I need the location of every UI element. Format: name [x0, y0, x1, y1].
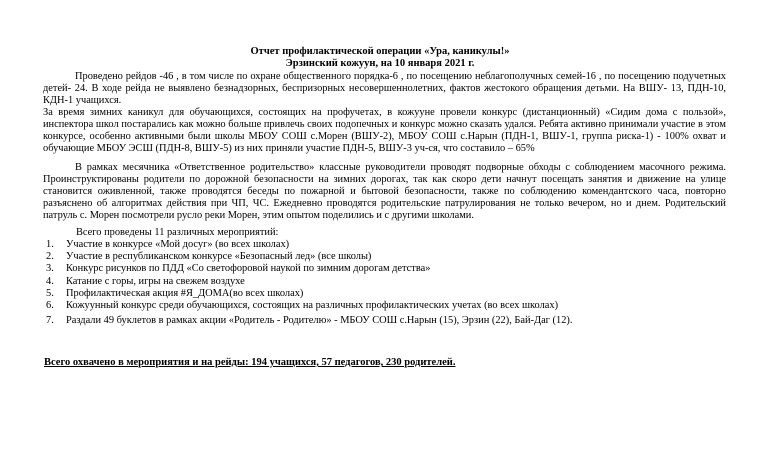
paragraph-contest: За время зимних каникул для обучающихся, состоящих на профучетах, в кожууне провели конкурс (дистанционный) «Сидим дома с пользой», инспектора школ постарались как можно больше привлечь своих подопечных и конкурс можно сказать удался. Ребята активно принимали участие в этом конкурсе, особенно активными были школы МБОУ СОШ с.Морен (ВШУ-2), МБОУ СОШ с.Нарын (ПДН-1, ВШУ-1, группа риска-1) - 100% охват и обучающие МБОУ ЭСШ (ПДН-8, ВШУ-5) из них приняли участие ПДН-5, ВШУ-3 уч-ся, что составило – 65%	[43, 107, 726, 155]
list-item-number: 1.	[46, 239, 54, 250]
list-item	[46, 276, 572, 288]
report-title: Отчет профилактической операции «Ура, каникулы!»	[250, 46, 510, 57]
list-item	[46, 300, 572, 312]
summary-total: Всего охвачено в мероприятия и на рейды: 194 учащихся, 57 педагогов, 230 родителей.	[44, 357, 456, 368]
list-item-number: 3.	[46, 263, 54, 275]
list-item	[46, 239, 572, 251]
list-item-text: Конкурс рисунков по ПДД «Со светофоровой наукой по зимним дорогам детства»	[66, 263, 431, 275]
list-item-number: 7.	[46, 315, 54, 327]
paragraph-raids: Проведено рейдов -46 , в том числе по охране общественного порядка-6 , по посещению неблагополучных семей-16 , по посещению подучетных детей- 24. В ходе рейда не выявлено безнадзорных, беспризорных несовершеннолетних, фактов жестокого обращения детьми. На ВШУ- 13, ПДН-10, КДН-1 учащихся.	[43, 71, 726, 107]
list-item	[46, 251, 572, 263]
list-item-number: 2.	[46, 251, 54, 263]
events-intro: Всего проведены 11 различных мероприятий:	[76, 227, 279, 238]
list-item-number: 6.	[46, 300, 54, 312]
list-item	[46, 263, 572, 275]
list-item-number: 4.	[46, 275, 54, 287]
list-item-text: Участие в республиканском конкурсе «Безопасный лед» (все школы)	[66, 251, 372, 263]
list-item-text: Раздали 49 буклетов в рамках акции «Родитель - Родителю» - МБОУ СОШ с.Нарын (15), Эрзин (22), Бай-Даг (12).	[66, 315, 573, 327]
list-item-text: Профилактическая акция #Я_ДОМА(во всех школах)	[66, 287, 304, 299]
list-item	[46, 315, 572, 327]
list-item-number: 5.	[46, 287, 54, 299]
list-item-text: Участие в конкурсе «Мой досуг» (во всех школах)	[66, 239, 290, 250]
events-list	[46, 239, 572, 327]
list-item-text: Катание с горы, игры на свежем воздухе	[66, 275, 245, 287]
list-item-text: Кожуунный конкурс среди обучающихся, состоящих на различных профилактических учетах (во всех школах)	[66, 300, 559, 312]
list-item	[46, 288, 572, 300]
report-subtitle: Эрзинский кожуун, на 10 января 2021 г.	[285, 58, 475, 69]
paragraph-parenting: В рамках месячника «Ответственное родительство» классные руководители проводят подворные обходы с соблюдением масочного режима. Проинструктированы родители по дорожной безопасности на зимних дорогах, так как скоро дети начнут посещать занятия и движение на улице становится оживленной, также проводятся беседы по пожарной и бытовой безопасности, также по соблюдению комендантского часа, повторно разъяснено об алгоритмах действия при ЧП, ЧС. Ежедневно проводятся родительские патрулирования не только вечером, но и днем. Родительский патруль с. Морен посмотрели русло реки Морен, этим опытом поделились и с другими школами.	[43, 162, 726, 222]
